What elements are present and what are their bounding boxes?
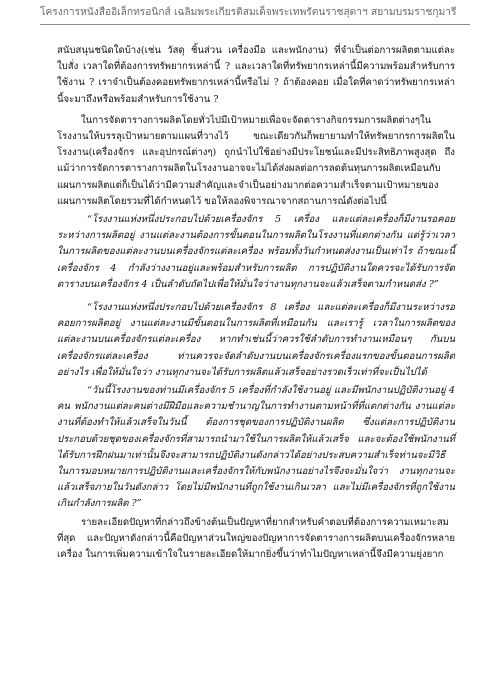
page-header: [40, 4, 470, 25]
paragraph-continuation: สนับสนุนชนิดใดบ้าง(เช่น วัสดุ ชิ้นส่วน เครื่องมือ และพนักงาน) ที่จำเป็นต่อการผลิตตามแต่ละใบสั่ง เวลาใดที่ต้องการทรัพยากรเหล่านี้ ? และเวลาใดที่ทรัพยากรเหล่านี้มีความพร้อมสำหรับการใช้งาน ? เราจำเป็นต้องคอยทรัพยากรเหล่านี้หรือไม่ ? ถ้าต้องคอย เมื่อใดที่คาดว่าทรัพยากรเหล่านี้จะมาถึงหรือพร้อมสำหรับการใช้งาน ?: [57, 45, 455, 105]
paragraph-scheduling-goal: ในการจัดตารางการผลิตโดยทั่วไปมีเป้าหมายเพื่อจะจัดตารางกิจกรรมการผลิตต่างๆในโรงงานให้บรรลุเป้าหมายตามแผนที่วางไว้ ขณะเดียวกันก็พยายามทำให้ทรัพยากรการผลิตในโรงงาน(เครื่องจักร และอุปกรณ์ต่างๆ) ถูกนำไปใช้อย่างมีประโยชน์และมีประสิทธิภาพสูงสุด ถึงแม้ว่าการจัดการตารางการผลิตในโรงงานอาจจะไม่ได้ส่งผลต่อการลดต้นทุนการผลิตเหมือนกับแผนการผลิตแต่ก็เป็นได้ว่ามีความสำคัญและจำเป็นอย่างมากต่อความสำเร็จตามเป้าหมายของแผนการผลิตโดยรวมที่ได้กำหนดไว้ ขอให้ลองพิจารณาจากสถานการณ์ดังต่อไปนี้: [57, 114, 455, 207]
quote-five-machines: “โรงงานแห่งหนึ่งประกอบไปด้วยเครื่องจักร 5 เครื่อง และแต่ละเครื่องก็มีงานรอคอยระหว่างการผลิตอยู่ งานแต่ละงานต้องการขั้นตอนในการผลิตในโรงงานที่แตกต่างกัน แต่รู้ว่าเวลาในการผลิตของแต่ละงานบนเครื่องจักรแต่ละเครื่อง พร้อมทั้งวันกำหนดส่งงานเป็นเท่าไร ถ้าขณะนี้เครื่องจักร 4 กำลังว่างงานอยู่และพร้อมสำหรับการผลิต การปฏิบัติงานใดควรจะได้รับการจัดตารางบนเครื่องจักร 4 เป็นลำดับถัดไปเพื่อให้มั่นใจว่างานทุกงานจะแล้วเสร็จตามกำหนดส่ง ?”: [57, 214, 455, 290]
paragraph-problem-summary: รายละเอียดปัญหาที่กล่าวถึงข้างต้นเป็นปัญหาที่ยากสำหรับคำตอบที่ต้องการความเหมาะสมที่สุด และปัญหาดังกล่าวนี้คือปัญหาส่วนใหญ่ของปัญหาการจัดตารางการผลิตบนเครื่องจักรหลายเครื่อง ในการเพิ่มความเข้าใจในรายละเอียดให้มากยิ่งขึ้นว่าทำไมปัญหาเหล่านี้จึงมีความยุ่งยาก: [57, 516, 455, 561]
header-title: โครงการหนังสืออิเล็กทรอนิกส์ เฉลิมพระเกียรติสมเด็จพระเทพรัตนราชสุดาฯ สยามบรมราชกุมารี: [40, 7, 457, 18]
quote-eight-machines: “โรงงานแห่งหนึ่งประกอบไปด้วยเครื่องจักร 8 เครื่อง และแต่ละเครื่องก็มีงานระหว่างรอคอยการผลิตอยู่ งานแต่ละงานมีขั้นตอนในการผลิตที่เหมือนกัน และเรารู้ เวลาในการผลิตของแต่ละงานบนเครื่องจักรแต่ละเครื่อง หากทำเช่นนี้ว่าควรใช้ลำดับการทำงานเหมือนๆ กันบนเครื่องจักรแต่ละเครื่อง ท่านควรจะจัดลำดับงานบนเครื่องจักรเครื่องแรกของขั้นตอนการผลิตอย่างไร เพื่อให้มั่นใจว่า งานทุกงานจะได้รับการผลิตแล้วเสร็จอย่างรวดเร็วเท่าที่จะเป็นไปได้: [57, 302, 455, 378]
quote-workers-assignment: “วันนี้โรงงานของท่านมีเครื่องจักร 5 เครื่องที่กำลังใช้งานอยู่ และมีพนักงานปฏิบัติงานอยู่ 4 คน พนักงานแต่ละคนต่างมีฝีมือและความชำนาญในการทำงานตามหน้าที่ที่แตกต่างกัน งานแต่ละงานที่ต้องทำให้แล้วเสร็จในวันนี้ ต้องการชุดของการปฏิบัติงานผลิต ซึ่งแต่ละการปฏิบัติงานประกอบด้วยชุดของเครื่องจักรที่สามารถนำมาใช้ในการผลิตให้แล้วเสร็จ และจะต้องใช้พนักงานที่ได้รับการฝึกฝนมาเท่านั้นจึงจะสามารถปฏิบัติงานดังกล่าวได้อย่างประสบความสำเร็จท่านจะมีวิธีในการมอบหมายการปฏิบัติงานและเครื่องจักรให้กับพนักงานอย่างไรจึงจะมั่นใจว่า งานทุกงานจะแล้วเสร็จภายในวันดังกล่าว โดยไม่มีพนักงานที่ถูกใช้งานเกินเวลา และไม่มีเครื่องจักรที่ถูกใช้งานเกินกำลังการผลิต ?”: [57, 385, 455, 510]
document-body: [57, 43, 455, 563]
